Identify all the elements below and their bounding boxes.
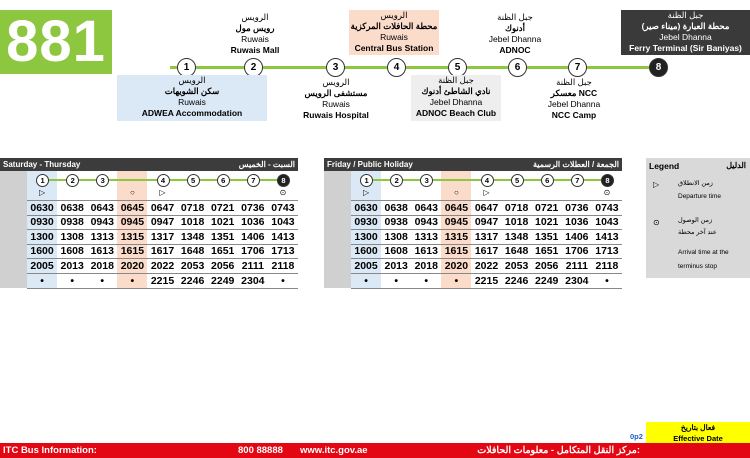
time-cell: 1406	[241, 230, 265, 243]
time-cell: •	[100, 274, 105, 287]
time-cell: 1600	[30, 245, 54, 258]
stop-label-5: جبل الظنة نادي الشاطئ أدنوك Jebel Dhanna ADNOC Beach Club	[411, 75, 501, 121]
departure-icon: ▷	[483, 188, 490, 197]
timetable-title-ar: السبت - الخميس	[238, 160, 295, 169]
time-cell: 1406	[565, 230, 589, 243]
time-cell: 1615	[120, 245, 145, 258]
time-cell: 0643	[90, 201, 114, 214]
time-cell: 0947	[474, 216, 499, 229]
time-cell: 1613	[90, 245, 114, 258]
legend-departure-ar: زمن الانطلاق	[678, 180, 713, 187]
version-label: 0p2	[630, 432, 643, 441]
footer-bar	[0, 443, 750, 458]
time-cell: 2215	[474, 274, 499, 287]
route-number-badge: 881	[0, 10, 112, 74]
time-cell: 1018	[180, 216, 205, 229]
time-cell: 0647	[474, 201, 499, 214]
time-cell: 1317	[150, 230, 175, 243]
time-cell: 2013	[60, 259, 84, 272]
row-divider	[27, 288, 298, 289]
time-cell: 2053	[180, 259, 205, 272]
mini-stop-circle: 8	[277, 174, 290, 187]
timetable-title-en: Friday / Public Holiday	[327, 160, 413, 169]
time-cell: 0945	[120, 216, 145, 229]
time-cell: 2056	[211, 259, 235, 272]
time-cell: 1648	[504, 245, 529, 258]
time-cell: 1651	[211, 245, 235, 258]
timetable-header	[0, 158, 298, 171]
timetable-title-ar: الجمعة / العطلات الرسمية	[533, 160, 619, 169]
time-cell: 2020	[120, 259, 145, 272]
time-cell: 1018	[504, 216, 529, 229]
time-cell: 1413	[595, 230, 619, 243]
time-cell: 1313	[414, 230, 438, 243]
time-cell: 1706	[565, 245, 589, 258]
mini-stop-circle: 7	[247, 174, 260, 187]
legend-arrival-en-1: Arrival time at the	[678, 249, 729, 256]
time-cell: 2118	[595, 259, 619, 272]
time-cell: 0743	[271, 201, 295, 214]
time-cell: 0718	[180, 201, 205, 214]
time-cell: 2111	[241, 259, 264, 272]
legend-title: Legend	[649, 161, 680, 171]
timetable-weekday	[0, 158, 298, 288]
time-cell: 0645	[444, 201, 469, 214]
footer-info-en: ITC Bus Information:	[3, 445, 97, 456]
stop-label-4: الرويس محطة الحافلات المركزية Ruwais Central Bus Station	[350, 10, 438, 53]
time-cell: 0721	[535, 201, 559, 214]
time-cell: 0638	[60, 201, 84, 214]
time-cell: 2005	[354, 259, 378, 272]
legend	[646, 158, 750, 278]
time-cell: 2020	[444, 259, 469, 272]
stop-label-7: جبل الظنة معسكر NCC Jebel Dhanna NCC Camp	[547, 77, 601, 120]
departure-icon: ▷	[159, 188, 166, 197]
stop-circle-8: 8	[649, 58, 668, 77]
mini-stop-circle: 6	[541, 174, 554, 187]
stop-label-2: الرويس رويس مول Ruwais Ruwais Mall	[230, 12, 280, 55]
time-cell: 1351	[211, 230, 235, 243]
stop-circle-3: 3	[326, 58, 345, 77]
stop-marker-icon: ○	[129, 188, 135, 197]
time-cell: 1617	[150, 245, 175, 258]
time-cell: 1413	[271, 230, 295, 243]
time-cell: 1313	[90, 230, 114, 243]
time-cell: 0643	[414, 201, 438, 214]
time-cell: 0630	[354, 201, 378, 214]
time-cell: 1043	[271, 216, 295, 229]
arrival-icon: ⊙	[279, 188, 287, 197]
arrival-icon: ⊙	[603, 188, 611, 197]
time-cell: 1308	[60, 230, 84, 243]
effective-date-label: Effective Date	[673, 434, 723, 443]
time-cell: 1021	[211, 216, 235, 229]
stop-circle-1: 1	[177, 58, 196, 77]
stop-circle-5: 5	[448, 58, 467, 77]
time-cell: 0947	[150, 216, 175, 229]
time-cell: 0943	[414, 216, 438, 229]
timetable-friday	[324, 158, 622, 288]
mini-stop-circle: 4	[157, 174, 170, 187]
departure-icon: ▷	[38, 188, 46, 197]
time-cell: 2304	[565, 274, 589, 287]
time-cell: 2215	[150, 274, 175, 287]
time-cell: •	[130, 274, 135, 287]
time-cell: 0718	[504, 201, 529, 214]
mini-stop-circle: 1	[36, 174, 49, 187]
stop-label-1: الرويس سكن الشويهات Ruwais ADWEA Accommodation	[117, 75, 267, 121]
mini-stop-circle: 8	[601, 174, 614, 187]
time-cell: 1317	[474, 230, 499, 243]
time-cell: 0721	[211, 201, 235, 214]
mini-stop-circle: 1	[360, 174, 373, 187]
time-cell: 1615	[444, 245, 469, 258]
time-cell: 0943	[90, 216, 114, 229]
departure-icon: ▷	[653, 180, 660, 189]
stop-label-3: الرويس مستشفى الرويس Ruwais Ruwais Hospital	[303, 77, 369, 120]
time-cell: 2246	[180, 274, 205, 287]
time-cell: 1648	[180, 245, 205, 258]
time-cell: 1348	[180, 230, 205, 243]
time-cell: 2111	[565, 259, 588, 272]
time-cell: 1348	[504, 230, 529, 243]
time-cell: 1300	[30, 230, 54, 243]
time-cell: •	[364, 274, 368, 287]
stop-circle-4: 4	[387, 58, 406, 77]
time-cell: 1617	[474, 245, 499, 258]
time-cell: 1043	[595, 216, 619, 229]
time-cell: 2118	[271, 259, 295, 272]
legend-arrival-ar-2: عند آخر محطة	[678, 229, 717, 236]
time-cell: 1713	[271, 245, 295, 258]
legend-arrival-ar-1: زمن الوصول	[678, 217, 713, 224]
stop-circle-6: 6	[508, 58, 527, 77]
time-cell: 0945	[444, 216, 469, 229]
footer-url[interactable]: www.itc.gov.ae	[300, 445, 368, 456]
time-cell: 0930	[30, 216, 54, 229]
time-cell: 2005	[30, 259, 54, 272]
time-cell: 1021	[535, 216, 559, 229]
stop-circle-2: 2	[244, 58, 263, 77]
time-cell: 2018	[90, 259, 114, 272]
time-cell: •	[70, 274, 74, 287]
footer-phone[interactable]: 800 88888	[238, 445, 283, 456]
timetable-title-en: Saturday - Thursday	[3, 160, 81, 169]
time-cell: •	[605, 274, 609, 287]
mini-stop-circle: 2	[390, 174, 403, 187]
time-cell: 1308	[384, 230, 408, 243]
time-cell: 1315	[120, 230, 145, 243]
time-cell: 1608	[384, 245, 408, 258]
time-cell: 0736	[565, 201, 589, 214]
row-strip	[324, 171, 351, 288]
time-cell: 1351	[535, 230, 559, 243]
time-cell: 2056	[535, 259, 559, 272]
time-cell: •	[424, 274, 429, 287]
time-cell: 0630	[30, 201, 54, 214]
time-cell: 1600	[354, 245, 378, 258]
time-cell: 1613	[414, 245, 438, 258]
time-cell: •	[281, 274, 285, 287]
time-cell: 1036	[565, 216, 589, 229]
time-cell: 0645	[120, 201, 145, 214]
time-cell: 2053	[504, 259, 529, 272]
stop-marker-icon: ○	[453, 188, 459, 197]
time-cell: 1713	[595, 245, 619, 258]
time-cell: •	[40, 274, 44, 287]
stop-label-6: جبل الظنة أدنوك Jebel Dhanna ADNOC	[488, 12, 542, 55]
time-cell: 0743	[595, 201, 619, 214]
mini-stop-circle: 3	[96, 174, 109, 187]
effective-date-ar: فعال بتاريخ	[680, 423, 716, 432]
mini-stop-circle: 5	[187, 174, 200, 187]
time-cell: 2022	[150, 259, 175, 272]
stop-circle-7: 7	[568, 58, 587, 77]
mini-stop-circle: 5	[511, 174, 524, 187]
time-cell: 0736	[241, 201, 265, 214]
mini-stop-circle: 4	[481, 174, 494, 187]
stop-label-8: جبل الظنة محطة العبارة (ميناء صير) Jebel Dhanna Ferry Terminal (Sir Baniyas)	[621, 10, 750, 55]
legend-arrival-en-2: terminus stop	[678, 263, 718, 270]
time-cell: 2018	[414, 259, 438, 272]
time-cell: 2249	[211, 274, 235, 287]
time-cell: 0938	[60, 216, 84, 229]
time-cell: 1315	[444, 230, 469, 243]
time-cell: 1608	[60, 245, 84, 258]
time-cell: 0938	[384, 216, 408, 229]
legend-departure-en: Departure time	[678, 193, 721, 200]
time-cell: 1706	[241, 245, 265, 258]
time-cell: 0647	[150, 201, 175, 214]
time-cell: 2022	[474, 259, 499, 272]
arrival-icon: ⊙	[653, 218, 660, 227]
time-cell: 1651	[535, 245, 559, 258]
time-cell: •	[394, 274, 398, 287]
footer-info-ar: مركز النقل المتكامل - معلومات الحافلات:	[477, 445, 640, 456]
time-cell: 2304	[241, 274, 265, 287]
legend-title-ar: الدليل	[726, 161, 746, 170]
time-cell: •	[454, 274, 459, 287]
time-cell: 2013	[384, 259, 408, 272]
mini-stop-circle: 6	[217, 174, 230, 187]
time-cell: 1300	[354, 230, 378, 243]
mini-stop-circle: 3	[420, 174, 433, 187]
row-strip	[0, 171, 27, 288]
departure-icon: ▷	[362, 188, 370, 197]
mini-stop-circle: 7	[571, 174, 584, 187]
time-cell: 2249	[535, 274, 559, 287]
time-cell: 0930	[354, 216, 378, 229]
mini-stop-circle: 2	[66, 174, 79, 187]
row-divider	[351, 288, 622, 289]
timetable-header	[324, 158, 622, 171]
time-cell: 0638	[384, 201, 408, 214]
time-cell: 2246	[504, 274, 529, 287]
time-cell: 1036	[241, 216, 265, 229]
